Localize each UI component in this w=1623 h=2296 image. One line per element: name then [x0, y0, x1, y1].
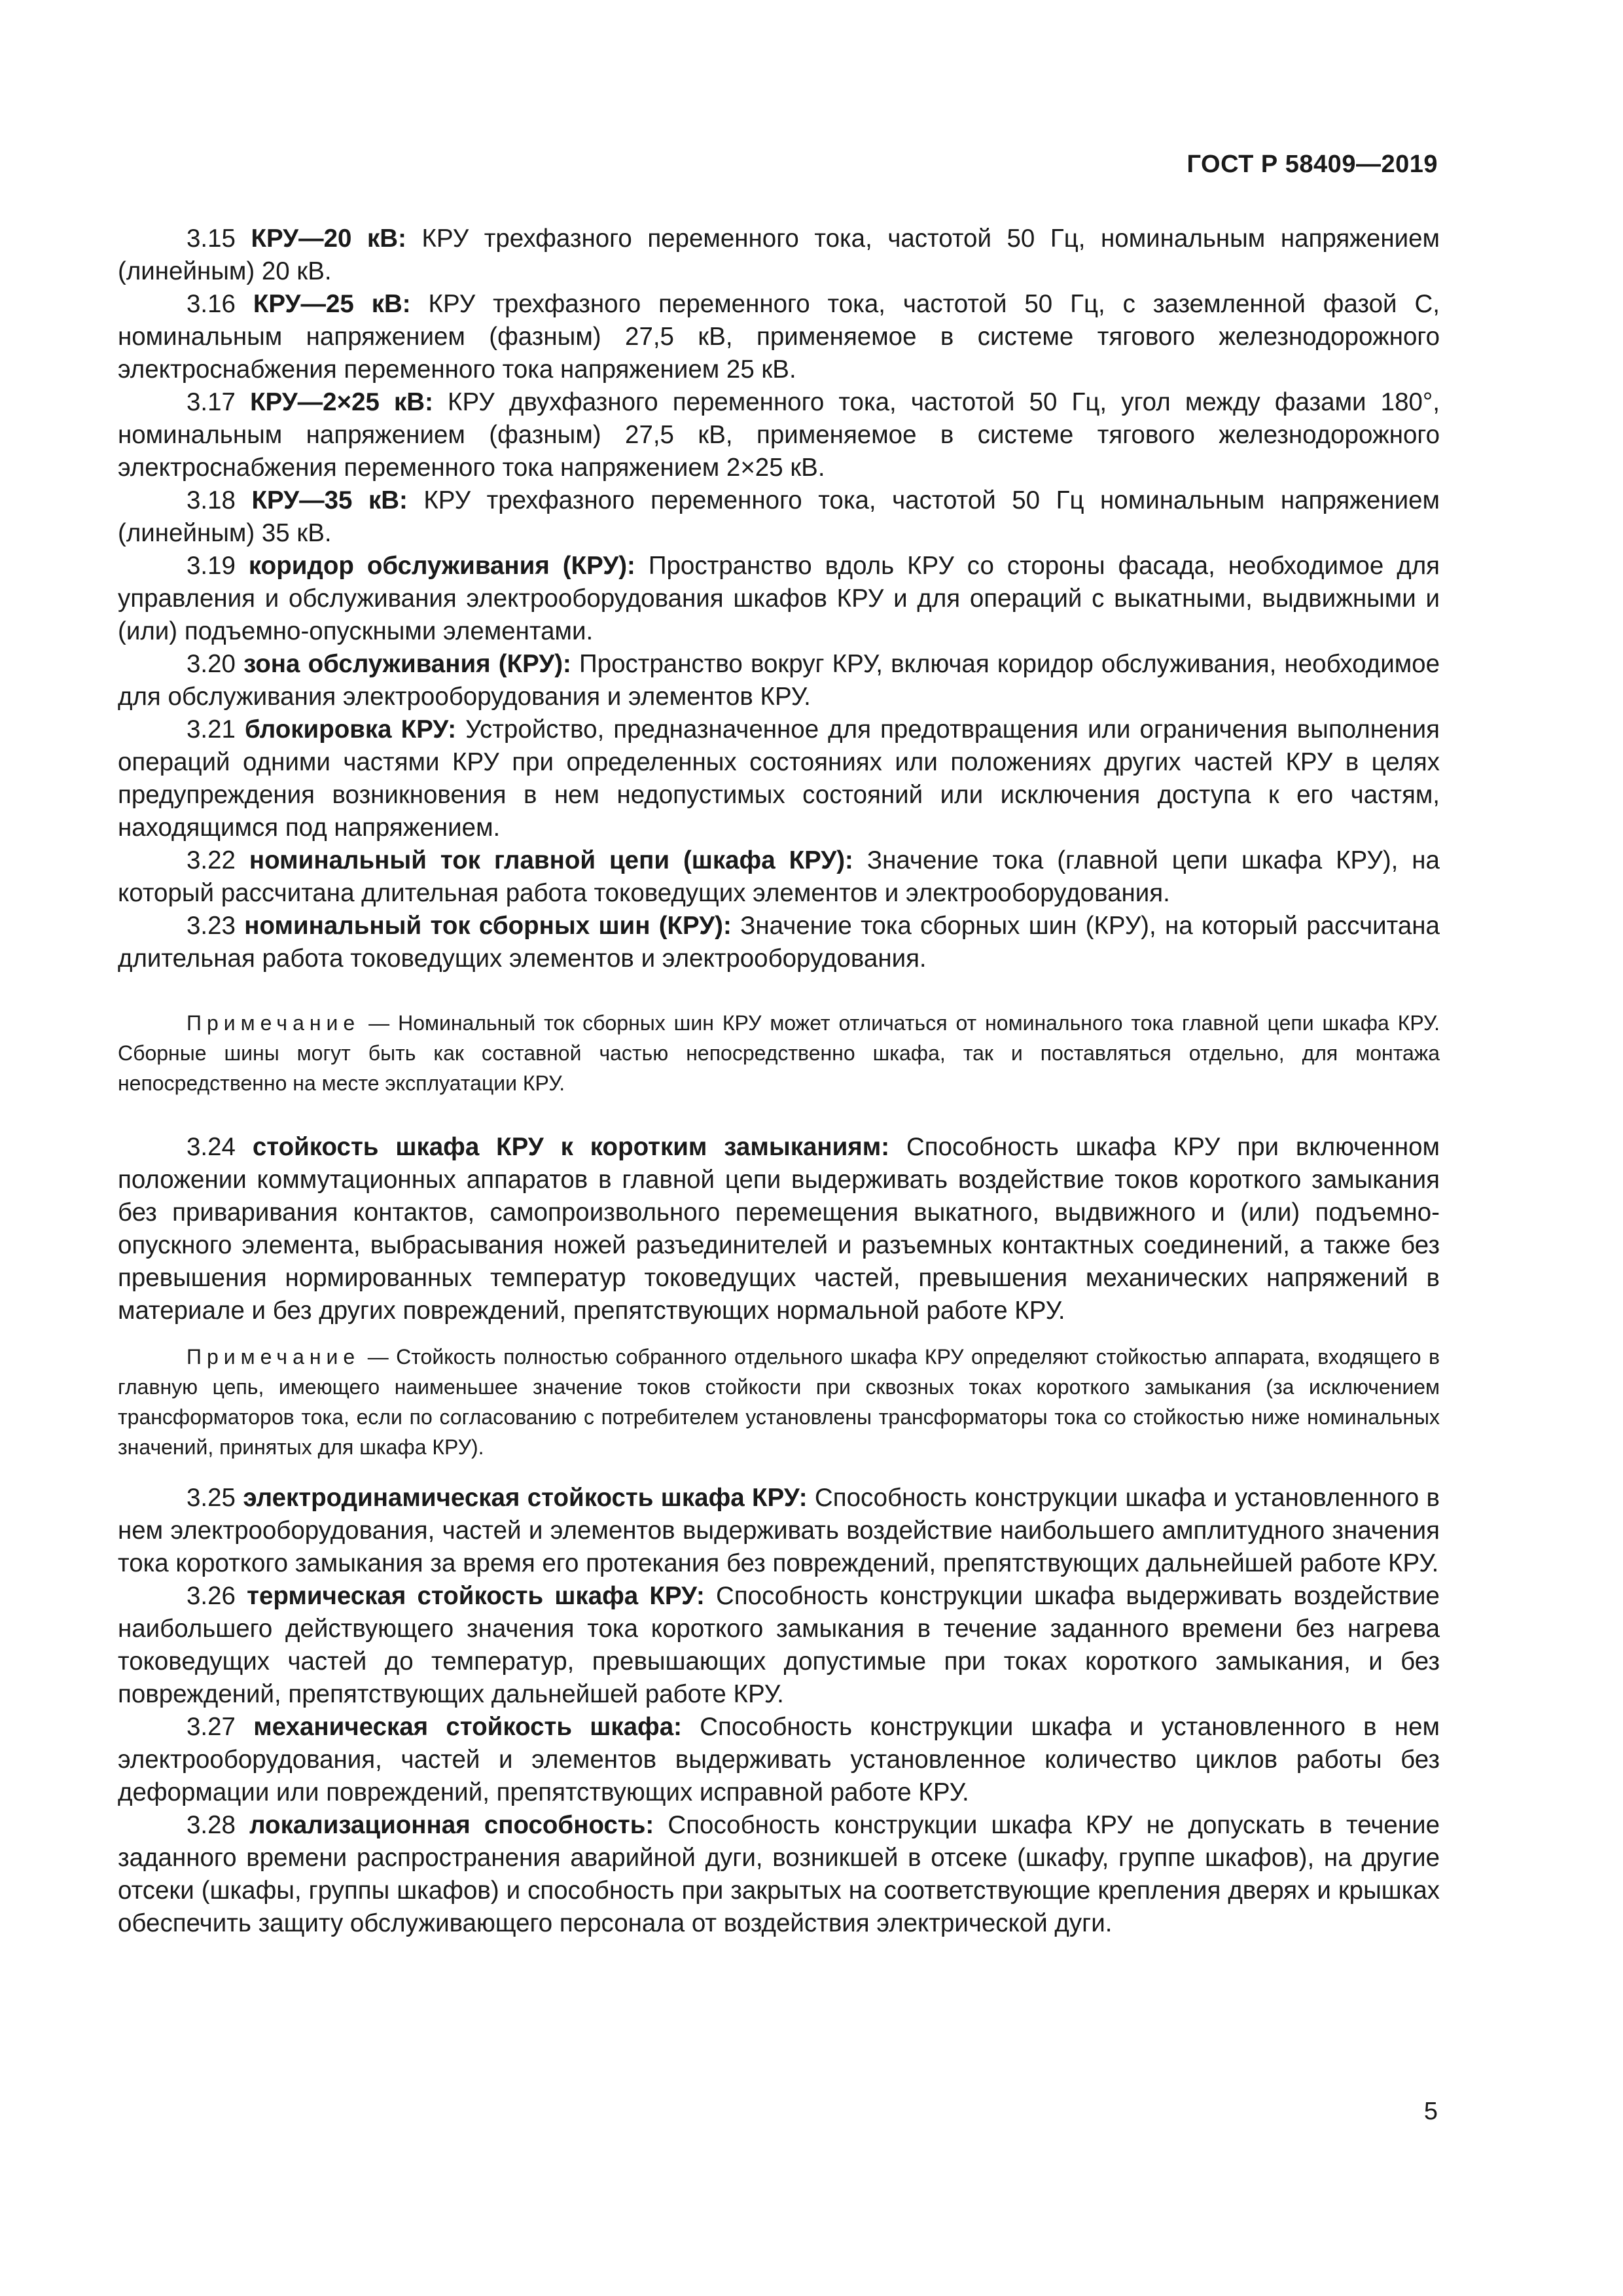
term-number: 3.27	[187, 1713, 236, 1741]
term-title: КРУ—2×25 кВ:	[250, 388, 433, 416]
term-definition: Пространство вдоль КРУ со стороны фасада, необходимое для управления и обслуживания электрооборудования шкафов КРУ и для операций с выкатными, выдвижными и (или) подъемно-опускными элементами.	[118, 552, 1440, 645]
term-title: номинальный ток сборных шин (КРУ):	[244, 912, 732, 940]
term-title: локализационная способность:	[249, 1811, 654, 1839]
term-3-15	[118, 223, 1440, 288]
term-number: 3.25	[187, 1484, 236, 1512]
term-definition: Устройство, предназначенное для предотвращения или ограничения выполнения операций одними частями КРУ при определенных состояниях или положениях других частей КРУ в целях предупреждения возникновения в нем недопустимых состояний или исключения доступа к его частям, находящимся под напряжением.	[118, 715, 1440, 842]
terms-content	[118, 223, 1440, 1940]
term-number: 3.23	[187, 912, 236, 940]
term-title: номинальный ток главной цепи (шкафа КРУ):	[249, 846, 853, 874]
term-title: стойкость шкафа КРУ к коротким замыканиям:	[252, 1133, 890, 1161]
term-definition: Значение тока (главной цепи шкафа КРУ), на который рассчитана длительная работа токоведущих элементов и электрооборудования.	[118, 846, 1440, 907]
note-busbar-current	[118, 1008, 1440, 1098]
term-number: 3.26	[187, 1582, 236, 1610]
term-definition: Способность шкафа КРУ при включенном положении коммутационных аппаратов в главной цепи выдерживать воздействие токов короткого замыкания без приваривания контактов, самопроизвольного перемещения выкатного, выдвижного и (или) подъемно-опускного элемента, выбрасывания ножей разъединителей и разъемных контактных соединений, а также без превышения нормированных температур токоведущих частей, превышения механических напряжений в материале и без других повреждений, препятствующих нормальной работе КРУ.	[118, 1133, 1440, 1325]
term-number: 3.24	[187, 1133, 236, 1161]
term-number: 3.19	[187, 552, 236, 580]
note-text: — Номинальный ток сборных шин КРУ может отличаться от номинального тока главной цепи шкафа КРУ. Сборные шины могут быть как составной частью непосредственно шкафа, так и поставляться отдельно, для монтажа непосредственно на месте эксплуатации КРУ.	[118, 1011, 1440, 1095]
term-title: механическая стойкость шкафа:	[253, 1713, 682, 1741]
term-title: КРУ—20 кВ:	[251, 224, 406, 253]
term-3-28	[118, 1809, 1440, 1940]
term-3-21	[118, 713, 1440, 844]
term-title: зона обслуживания (КРУ):	[243, 650, 571, 678]
term-definition: КРУ трехфазного переменного тока, частотой 50 Гц, номинальным напряжением (линейным) 20 кВ.	[118, 224, 1440, 285]
term-number: 3.17	[187, 388, 236, 416]
term-definition: Пространство вокруг КРУ, включая коридор обслуживания, необходимое для обслуживания электрооборудования и элементов КРУ.	[118, 650, 1440, 711]
term-3-23	[118, 910, 1440, 975]
term-definition: Способность конструкции шкафа КРУ не допускать в течение заданного времени распространения аварийной дуги, возникшей в отсеке (шкафу, группе шкафов), на другие отсеки (шкафы, группы шкафов) и способность при закрытых на соответствующие крепления дверях и крышках обеспечить защиту обслуживающего персонала от воздействия электрической дуги.	[118, 1811, 1440, 1937]
note-cabinet-withstand	[118, 1342, 1440, 1462]
term-definition: Способность конструкции шкафа и установленного в нем электрооборудования, частей и элементов выдерживать установленное количество циклов работы без деформации или повреждений, препятствующих исправной работе КРУ.	[118, 1713, 1440, 1806]
term-3-16	[118, 288, 1440, 386]
term-3-20	[118, 648, 1440, 713]
note-label: Примечание	[187, 1345, 361, 1369]
term-definition: КРУ двухфазного переменного тока, частотой 50 Гц, угол между фазами 180°, номинальным напряжением (фазным) 27,5 кВ, применяемое в системе тягового железнодорожного электроснабжения переменного тока напряжением 2×25 кВ.	[118, 388, 1440, 482]
term-title: КРУ—25 кВ:	[253, 290, 411, 318]
term-number: 3.20	[187, 650, 236, 678]
term-3-24	[118, 1131, 1440, 1327]
term-3-27	[118, 1711, 1440, 1809]
term-number: 3.21	[187, 715, 236, 744]
term-3-17	[118, 386, 1440, 484]
term-definition: Способность конструкции шкафа выдерживать воздействие наибольшего действующего значения тока короткого замыкания в течение заданного времени без нагрева токоведущих частей до температур, превышающих допустимые при токах короткого замыкания, и без повреждений, препятствующих дальнейшей работе КРУ.	[118, 1582, 1440, 1708]
term-number: 3.16	[187, 290, 236, 318]
term-definition: КРУ трехфазного переменного тока, частотой 50 Гц, с заземленной фазой С, номинальным напряжением (фазным) 27,5 кВ, применяемое в системе тягового железнодорожного электроснабжения переменного тока напряжением 25 кВ.	[118, 290, 1440, 384]
term-number: 3.28	[187, 1811, 236, 1839]
term-number: 3.18	[187, 486, 236, 514]
term-definition: Способность конструкции шкафа и установленного в нем электрооборудования, частей и элементов выдерживать воздействие наибольшего амплитудного значения тока короткого замыкания за время его протекания без повреждений, препятствующих дальнейшей работе КРУ.	[118, 1484, 1440, 1577]
note-label: Примечание	[187, 1011, 361, 1035]
term-title: КРУ—35 кВ:	[251, 486, 408, 514]
term-3-25	[118, 1482, 1440, 1580]
note-text: — Стойкость полностью собранного отдельного шкафа КРУ определяют стойкостью аппарата, входящего в главную цепь, имеющего наименьшее значение токов стойкости при сквозных токах короткого замыкания (за исключением трансформаторов тока, если по согласованию с потребителем установлены трансформаторы тока со стойкостью ниже номинальных значений, принятых для шкафа КРУ).	[118, 1345, 1440, 1459]
document-code-header: ГОСТ Р 58409—2019	[1186, 151, 1438, 178]
term-3-18	[118, 484, 1440, 550]
term-title: электродинамическая стойкость шкафа КРУ:	[243, 1484, 808, 1512]
term-number: 3.15	[187, 224, 236, 253]
term-title: блокировка КРУ:	[244, 715, 457, 744]
term-title: термическая стойкость шкафа КРУ:	[247, 1582, 705, 1610]
term-3-22	[118, 844, 1440, 910]
term-number: 3.22	[187, 846, 236, 874]
term-3-26	[118, 1580, 1440, 1711]
term-title: коридор обслуживания (КРУ):	[248, 552, 635, 580]
term-definition: КРУ трехфазного переменного тока, частотой 50 Гц номинальным напряжением (линейным) 35 кВ.	[118, 486, 1440, 547]
term-3-19	[118, 550, 1440, 648]
page-number: 5	[1423, 2098, 1438, 2125]
term-definition: Значение тока сборных шин (КРУ), на который рассчитана длительная работа токоведущих элементов и электрооборудования.	[118, 912, 1440, 973]
